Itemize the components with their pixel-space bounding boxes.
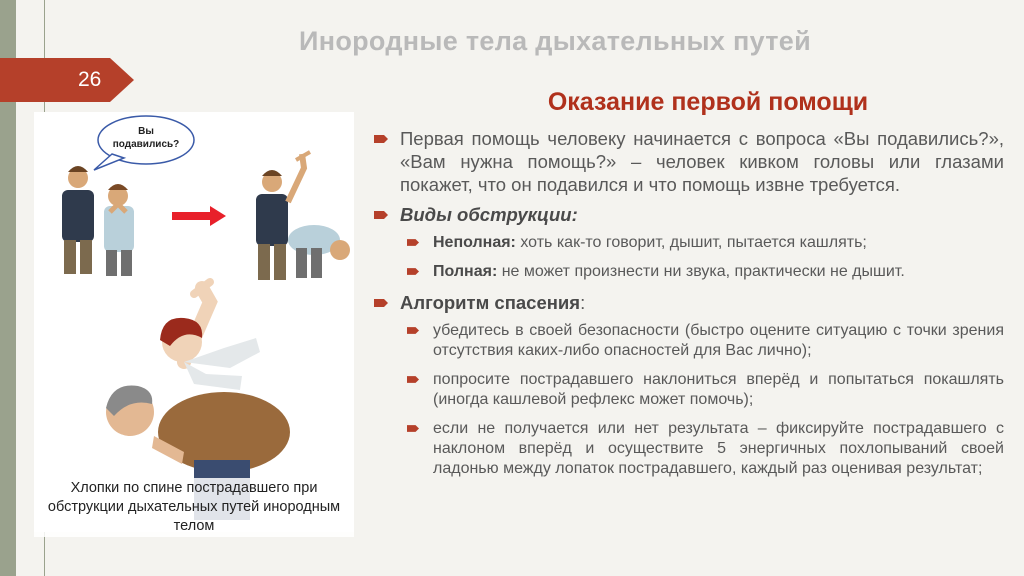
bullet-marker-icon (374, 135, 388, 143)
illustration-drawing (34, 112, 354, 532)
speech-bubble-line-2: подавились? (112, 139, 180, 150)
algorithm-step-text: если не получается или нет результата – фиксируйте пострадавшего с наклоном вперёд и осуществите 5 энергичных похлопываний своей ладонью между лопаток пострадавшего, каждый раз оценивая результат; (433, 420, 1004, 477)
sub-bullet-marker-icon (407, 268, 419, 275)
algorithm-step-text: попросите пострадавшего наклониться вперёд и попытаться покашлять (иногда кашлевой рефлекс может помочь); (433, 371, 1004, 408)
obstruction-bullet (372, 203, 1004, 226)
section-heading: Оказание первой помощи (547, 88, 869, 116)
scene-asking (62, 166, 134, 276)
scene-back-blows (256, 152, 350, 280)
arrow-icon (172, 206, 226, 226)
bullet-marker-icon (374, 211, 388, 219)
sub-bullet-marker-icon (407, 239, 419, 246)
slide-title: Инородные тела дыхательных путей (299, 26, 811, 56)
intro-text: Первая помощь человеку начинается с вопроса «Вы подавились?», «Вам нужна помощь?» – человек кивком головы или глазами покажет, что он подавился и что помощь извне требуется. (400, 128, 1004, 195)
sub-bullet-marker-icon (407, 425, 419, 432)
page-number-tag (0, 58, 134, 102)
page-number: 26 (78, 68, 102, 91)
intro-bullet (372, 127, 1004, 196)
sub-bullet-marker-icon (407, 327, 419, 334)
algorithm-step (372, 370, 1004, 410)
algorithm-bullet (372, 291, 1004, 314)
algorithm-label: Алгоритм спасения (400, 292, 581, 313)
algorithm-step (372, 419, 1004, 479)
algorithm-step-text: убедитесь в своей безопасности (быстро оцените ситуацию с точки зрения отсутствия каких-либо опасностей для Вас лично); (433, 322, 1004, 359)
obstruction-label: Виды обструкции: (400, 204, 578, 225)
algorithm-step (372, 321, 1004, 361)
obstruction-item-lead: Полная: (433, 263, 498, 280)
illustration-caption: Хлопки по спине пострадавшего при обструкции дыхательных путей инородным телом (34, 478, 354, 537)
obstruction-item-text: не может произнести ни звука, практически не дышит. (497, 263, 905, 280)
obstruction-item (372, 262, 1004, 282)
obstruction-item-text: хоть как-то говорит, дышит, пытается кашлять; (515, 234, 867, 251)
speech-bubble (94, 116, 194, 170)
speech-bubble-line-1: Вы (138, 126, 154, 137)
obstruction-item (372, 233, 1004, 253)
bullet-marker-icon (374, 299, 388, 307)
first-aid-illustration (34, 112, 354, 532)
sub-bullet-marker-icon (407, 376, 419, 383)
algorithm-label-suffix: : (580, 292, 586, 313)
obstruction-item-lead: Неполная: (433, 234, 516, 251)
content-area (372, 88, 1004, 488)
